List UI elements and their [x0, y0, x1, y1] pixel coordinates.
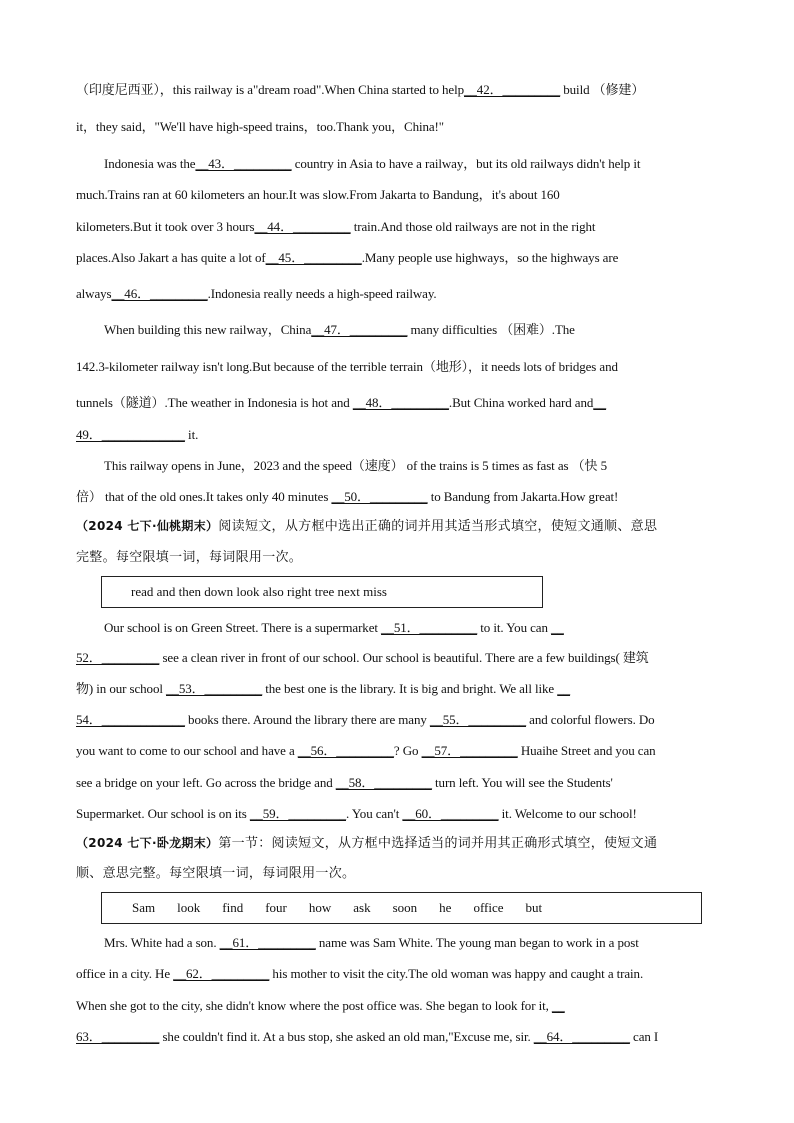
text-line: Our school is on Green Street. There is a supermarket __51．_________ to it. You can __	[104, 620, 564, 635]
text-line: When building this new railway，China__47．_________ many difficulties （困难）.The	[104, 322, 575, 337]
text-line: tunnels（隧道）.The weather in Indonesia is hot and __48．_________.But China worked hard and__	[76, 395, 607, 410]
blank-47[interactable]: __47．_________	[311, 322, 408, 337]
blank-60[interactable]: __60．_________	[402, 806, 499, 821]
blank-50[interactable]: __50．_________	[331, 489, 428, 504]
blank-55[interactable]: __55．_________	[429, 712, 527, 727]
source-tag: （2024 七下·卧龙期末）	[76, 836, 219, 850]
blank-57[interactable]: __57．_________	[421, 743, 518, 758]
text-line: kilometers.But it took over 3 hours__44．_________ train.And those old railways are not in the right	[76, 219, 596, 234]
text-line: （印度尼西亚），this railway is a"dream road".When China started to help__42．_________ build （修建）	[76, 82, 645, 97]
word-box-item: look	[177, 900, 201, 915]
text-line: you want to come to our school and have a __56．_________? Go __57．_________ Huaihe Street and you can	[76, 743, 656, 758]
text-line: 52．_________ see a clean river in front of our school. Our school is beautiful. There are a few buildings( 建筑	[76, 650, 649, 665]
word-box-item: but	[525, 900, 543, 915]
section-instruction: （2024 七下·卧龙期末）第一节：阅读短文，从方框中选择适当的词并用其正确形式填空，使短文通	[76, 836, 658, 851]
text-line: Supermarket. Our school is on its __59．_________. You can't __60．_________ it. Welcome to our school!	[76, 806, 637, 821]
text-line: office in a city. He __62．_________ his mother to visit the city.The old woman was happy and caught a train.	[76, 966, 644, 981]
text-line: When she got to the city, she didn't know where the post office was. She began to look for it, __	[76, 998, 565, 1013]
blank-59[interactable]: __59．_________	[249, 806, 346, 821]
word-box-item: four	[265, 900, 287, 915]
word-box-item: soon	[392, 900, 418, 915]
blank-64[interactable]: __64．_________	[533, 1029, 630, 1044]
text-line: 54．_____________ books there. Around the library there are many __55．_________ and colorful flowers. Do	[76, 712, 655, 727]
text-line: see a bridge on your left. Go across the bridge and __58．_________ turn left. You will see the Students'	[76, 775, 613, 790]
word-box: read and then down look also right tree next miss	[101, 576, 543, 608]
blank-46[interactable]: __46．_________	[111, 286, 208, 301]
blank-42[interactable]: __42．_________	[464, 82, 561, 97]
blank-52[interactable]: 52．_________	[76, 650, 160, 665]
text-line: This railway opens in June，2023 and the speed（速度） of the trains is 5 times as fast as （快 5	[104, 458, 607, 473]
text-line: Mrs. White had a son. __61．_________ name was Sam White. The young man began to work in a post	[104, 935, 639, 950]
blank-44[interactable]: __44．_________	[254, 219, 351, 234]
text-line: 63．_________ she couldn't find it. At a bus stop, she asked an old man,"Excuse me, sir. __64．_________ can I	[76, 1029, 659, 1044]
word-box-item: find	[222, 900, 244, 915]
blank-43[interactable]: __43．_________	[195, 156, 292, 171]
text-line: 49．_____________ it.	[76, 427, 199, 442]
text-line: Indonesia was the__43．_________ country in Asia to have a railway，but its old railways didn't help it	[104, 156, 641, 171]
text-line: much.Trains ran at 60 kilometers an hour.It was slow.From Jakarta to Bandung，it's about 160	[76, 187, 560, 202]
blank-51[interactable]: __51．_________	[381, 620, 478, 635]
blank-58[interactable]: __58．_________	[335, 775, 432, 790]
blank-63[interactable]: 63．_________	[76, 1029, 160, 1044]
blank-53[interactable]: __53．_________	[166, 681, 263, 696]
word-box-item: office	[473, 900, 504, 915]
word-box-item: ask	[353, 900, 371, 915]
text-line: it，they said，"We'll have high-speed trains，too.Thank you，China!"	[76, 119, 444, 134]
blank-49[interactable]: 49．_____________	[76, 427, 185, 442]
text-line: places.Also Jakart a has quite a lot of__45．_________.Many people use highways，so the highways are	[76, 250, 619, 265]
blank-56[interactable]: __56．_________	[297, 743, 394, 758]
word-box	[101, 892, 702, 924]
blank-54[interactable]: 54．_____________	[76, 712, 185, 727]
section-instruction: 顺、意思完整。每空限填一词，每词限用一次。	[76, 866, 356, 881]
text-line: 倍） that of the old ones.It takes only 40 minutes __50．_________ to Bandung from Jakarta.How great!	[76, 489, 619, 504]
source-tag: （2024 七下·仙桃期末）	[76, 519, 219, 533]
section-instruction: 完整。每空限填一词，每词限用一次。	[76, 550, 303, 565]
text-line: 142.3-kilometer railway isn't long.But because of the terrible terrain（地形），it needs lots of bridges and	[76, 359, 618, 374]
blank-45[interactable]: __45．_________	[265, 250, 362, 265]
word-box-item: how	[308, 900, 332, 915]
blank-61[interactable]: __61．_________	[219, 935, 316, 950]
word-box-item: he	[439, 900, 452, 915]
text-line: always__46．_________.Indonesia really needs a high-speed railway.	[76, 286, 437, 301]
blank-48[interactable]: __48．_________	[352, 395, 449, 410]
text-line: 物) in our school __53．_________ the best one is the library. It is big and bright. We all like __	[76, 681, 571, 696]
word-box-item: Sam	[132, 900, 156, 915]
blank-62[interactable]: __62．_________	[173, 966, 270, 981]
section-instruction: （2024 七下·仙桃期末）阅读短文，从方框中选出正确的词并用其适当形式填空，使短文通顺、意思	[76, 519, 658, 534]
